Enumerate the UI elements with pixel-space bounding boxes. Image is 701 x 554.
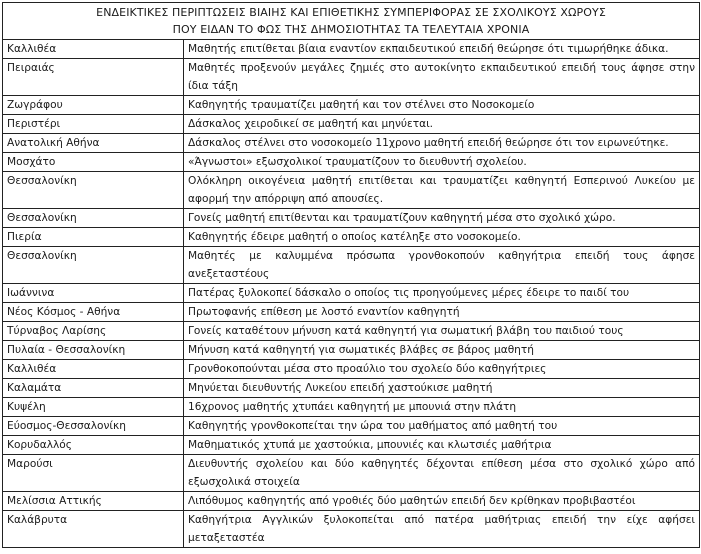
- table-row: [3, 303, 700, 322]
- location-cell: Τύρναβος Λαρίσης: [3, 322, 184, 341]
- incident-description-cell: Μαθητές προξενούν μεγάλες ζημιές στο αυτοκίνητο εκπαιδευτικού επειδή τους άφησε στην ίδια τάξη: [184, 59, 700, 96]
- incident-description-cell: Μηνύεται διευθυντής Λυκείου επειδή χαστούκισε μαθητή: [184, 379, 700, 398]
- location-cell: Κυψέλη: [3, 398, 184, 417]
- location-cell: Μελίσσια Αττικής: [3, 492, 184, 511]
- table-title: [3, 3, 700, 40]
- table-title-row: [3, 3, 700, 40]
- location-cell: Θεσσαλονίκη: [3, 247, 184, 284]
- table-row: [3, 492, 700, 511]
- location-cell: Πειραιάς: [3, 59, 184, 96]
- table-row: [3, 455, 700, 492]
- table-row: [3, 228, 700, 247]
- location-cell: Θεσσαλονίκη: [3, 209, 184, 228]
- incident-description-cell: 16χρονος μαθητής χτυπάει καθηγητή με μπουνιά στην πλάτη: [184, 398, 700, 417]
- location-cell: Καλλιθέα: [3, 40, 184, 59]
- location-cell: Καλλιθέα: [3, 360, 184, 379]
- incident-description-cell: Λιπόθυμος καθηγητής από γροθιές δύο μαθητών επειδή δεν κρίθηκαν προβιβαστέοι: [184, 492, 700, 511]
- location-cell: Νέος Κόσμος - Αθήνα: [3, 303, 184, 322]
- incident-description-cell: Γρονθοκοπούνται μέσα στο προαύλιο του σχολείο δύο καθηγήτριες: [184, 360, 700, 379]
- incident-description-cell: Μαθηματικός χτυπά με χαστούκια, μπουνιές και κλωτσιές μαθήτρια: [184, 436, 700, 455]
- incident-description-cell: Πατέρας ξυλοκοπεί δάσκαλο ο οποίος τις προηγούμενες μέρες έδειρε το παιδί του: [184, 284, 700, 303]
- incident-description-cell: Πρωτοφανής επίθεση με λοστό εναντίον καθηγητή: [184, 303, 700, 322]
- table-title-line-2: ΠΟΥ ΕΙΔΑΝ ΤΟ ΦΩΣ ΤΗΣ ΔΗΜΟΣΙΟΤΗΤΑΣ ΤΑ ΤΕΛΕΥΤΑΙΑ ΧΡΟΝΙΑ: [172, 23, 530, 36]
- table-row: [3, 511, 700, 548]
- location-cell: Καλαμάτα: [3, 379, 184, 398]
- location-cell: Πιερία: [3, 228, 184, 247]
- location-cell: Μαρούσι: [3, 455, 184, 492]
- location-cell: Πυλαία - Θεσσαλονίκη: [3, 341, 184, 360]
- table-row: [3, 341, 700, 360]
- incident-description-cell: Ολόκληρη οικογένεια μαθητή επιτίθεται και τραυματίζει καθηγητή Εσπερινού Λυκείου με αφορμή την απόρριψη από απουσίες.: [184, 172, 700, 209]
- incident-description-cell: Γονείς καταθέτουν μήνυση κατά καθηγητή για σωματική βλάβη του παιδιού τους: [184, 322, 700, 341]
- table-row: [3, 247, 700, 284]
- table-row: [3, 134, 700, 153]
- incident-description-cell: «Άγνωστοι» εξωσχολικοί τραυματίζουν το διευθυντή σχολείου.: [184, 153, 700, 172]
- table-row: [3, 115, 700, 134]
- table-row: [3, 417, 700, 436]
- incidents-table: [2, 2, 700, 548]
- table-row: [3, 360, 700, 379]
- incident-description-cell: Καθηγητής έδειρε μαθητή ο οποίος κατέληξε στο νοσοκομείο.: [184, 228, 700, 247]
- location-cell: Καλάβρυτα: [3, 511, 184, 548]
- table-row: [3, 284, 700, 303]
- location-cell: Ιωάννινα: [3, 284, 184, 303]
- location-cell: Περιστέρι: [3, 115, 184, 134]
- incident-description-cell: Δάσκαλος χειροδικεί σε μαθητή και μηνύεται.: [184, 115, 700, 134]
- table-row: [3, 172, 700, 209]
- incident-description-cell: Καθηγητής τραυματίζει μαθητή και τον στέλνει στο Νοσοκομείο: [184, 96, 700, 115]
- incident-description-cell: Μήνυση κατά καθηγητή για σωματικές βλάβες σε βάρος μαθητή: [184, 341, 700, 360]
- incident-description-cell: Καθηγήτρια Αγγλικών ξυλοκοπείται από πατέρα μαθήτριας επειδή την είχε αφήσει μεταξεταστέα: [184, 511, 700, 548]
- location-cell: Κορυδαλλός: [3, 436, 184, 455]
- table-row: [3, 322, 700, 341]
- table-row: [3, 40, 700, 59]
- table-row: [3, 59, 700, 96]
- incident-description-cell: Μαθητής επιτίθεται βίαια εναντίον εκπαιδευτικού επειδή θεώρησε ότι τιμωρήθηκε άδικα.: [184, 40, 700, 59]
- location-cell: Μοσχάτο: [3, 153, 184, 172]
- table-row: [3, 379, 700, 398]
- table-row: [3, 209, 700, 228]
- table-row: [3, 153, 700, 172]
- location-cell: Ανατολική Αθήνα: [3, 134, 184, 153]
- table-row: [3, 398, 700, 417]
- location-cell: Εύοσμος-Θεσσαλονίκη: [3, 417, 184, 436]
- table-row: [3, 436, 700, 455]
- location-cell: Ζωγράφου: [3, 96, 184, 115]
- table-body: [3, 40, 700, 548]
- table-row: [3, 96, 700, 115]
- incident-description-cell: Καθηγητής γρονθοκοπείται την ώρα του μαθήματος από μαθητή του: [184, 417, 700, 436]
- table-title-line-1: ΕΝΔΕΙΚΤΙΚΕΣ ΠΕΡΙΠΤΩΣΕΙΣ ΒΙΑΙΗΣ ΚΑΙ ΕΠΙΘΕΤΙΚΗΣ ΣΥΜΠΕΡΙΦΟΡΑΣ ΣΕ ΣΧΟΛΙΚΟΥΣ ΧΩΡΟΥΣ: [96, 6, 606, 19]
- incident-description-cell: Γονείς μαθητή επιτίθενται και τραυματίζουν καθηγητή μέσα στο σχολικό χώρο.: [184, 209, 700, 228]
- location-cell: Θεσσαλονίκη: [3, 172, 184, 209]
- incident-description-cell: Διευθυντής σχολείου και δύο καθηγητές δέχονται επίθεση μέσα στο σχολικό χώρο από εξωσχολικά στοιχεία: [184, 455, 700, 492]
- incident-description-cell: Μαθητές με καλυμμένα πρόσωπα γρονθοκοπούν καθηγήτρια επειδή τους άφησε ανεξεταστέους: [184, 247, 700, 284]
- incident-description-cell: Δάσκαλος στέλνει στο νοσοκομείο 11χρονο μαθητή επειδή θεώρησε ότι τον ειρωνεύτηκε.: [184, 134, 700, 153]
